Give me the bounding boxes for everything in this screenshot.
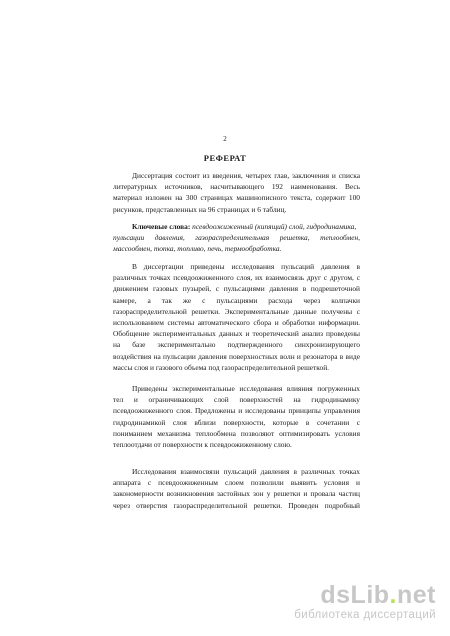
text-line: Диссертация состоит из введения, четырех глав, заключения и списка [132, 171, 360, 180]
text-line: Обобщение экспериментальных данных и теоретический анализ проведены [113, 329, 360, 339]
dslib-watermark [294, 582, 436, 622]
text-line: тел и ограничивающих слой поверхностей на гидродинамику [113, 395, 360, 405]
text-line: пониманием механизма теплообмена позволяют оптимизировать условия [113, 428, 360, 438]
keywords-line [113, 221, 360, 232]
text-line: различных точках псевдоожиженного слоя, их взаимосвязь друг с другом, с [113, 273, 360, 283]
text-line: через отверстия газораспределительной решетки. Проведен подробный [113, 500, 360, 510]
paragraph-pulsations [113, 261, 360, 373]
paragraph-stagnant-zones [113, 466, 360, 511]
text-line: аппарата с псевдоожиженным слоем позволили выявить условия и [113, 478, 360, 488]
text-line: закономерности возникновения застойных зон у решетки и провала частиц [113, 489, 360, 499]
text-line: на базе экспериментально подтвержденного синхронизирующего [113, 340, 360, 350]
paragraph-keywords [113, 221, 360, 255]
text-line: воздействия на пульсации давления поверхностных волн и резонатора в виде [113, 351, 360, 361]
paragraph-summary [113, 170, 360, 215]
keywords-line: массообмен, топка, топливо, печь, термообработка. [113, 244, 282, 254]
text-line: массы слоя и газового объема под газораспределительной решеткой. [113, 362, 330, 372]
page-number: 2 [223, 135, 227, 143]
text-line: движением газовых пузырей, с пульсациями давления в подрешеточной [113, 284, 360, 294]
keywords-label: Ключевые слова: [132, 222, 191, 231]
text-line: рисунков, представленных на 96 страницах и 6 таблиц. [113, 204, 287, 214]
text-line: газораспределительной решетки. Экспериментальные данные получены с [113, 306, 360, 316]
page-title: РЕФЕРАТ [203, 153, 247, 163]
keywords-line: пульсации давления, газораспределительная решетка, теплообмен, [113, 233, 360, 243]
text-line: использованием системы автоматического сбора и обработки информации. [113, 317, 360, 327]
text-line: псевдоожиженного слоя. Предложены и исследованы принципы управления [113, 406, 360, 416]
text-line: камере, а так же с пульсациями расхода через колпачки [113, 295, 360, 305]
dslib-logo: dsLib.net [320, 581, 436, 609]
paragraph-bodies [113, 383, 360, 450]
dslib-subtitle: библиотека диссертаций [294, 609, 436, 621]
text-line: Приведены экспериментальные исследования влияния погруженных [132, 384, 360, 393]
text-line: гидродинамикой слоя вблизи поверхности, которые в сочетании с [113, 417, 360, 427]
text-line: Исследования взаимосвязи пульсаций давления в различных точках [132, 467, 360, 476]
keywords-text: псевдоожиженный (кипящий) слой, гидродинамика, [192, 222, 357, 231]
text-line: теплоотдачи от поверхности к псевдоожиженному слою. [113, 439, 292, 449]
text-line: литературных источников, насчитывающего 192 наименования. Весь [113, 182, 360, 192]
text-line: материал изложен на 300 страницах машинописного текста, содержит 100 [113, 193, 360, 203]
text-line: В диссертации приведены исследования пульсаций давления в [132, 262, 360, 271]
